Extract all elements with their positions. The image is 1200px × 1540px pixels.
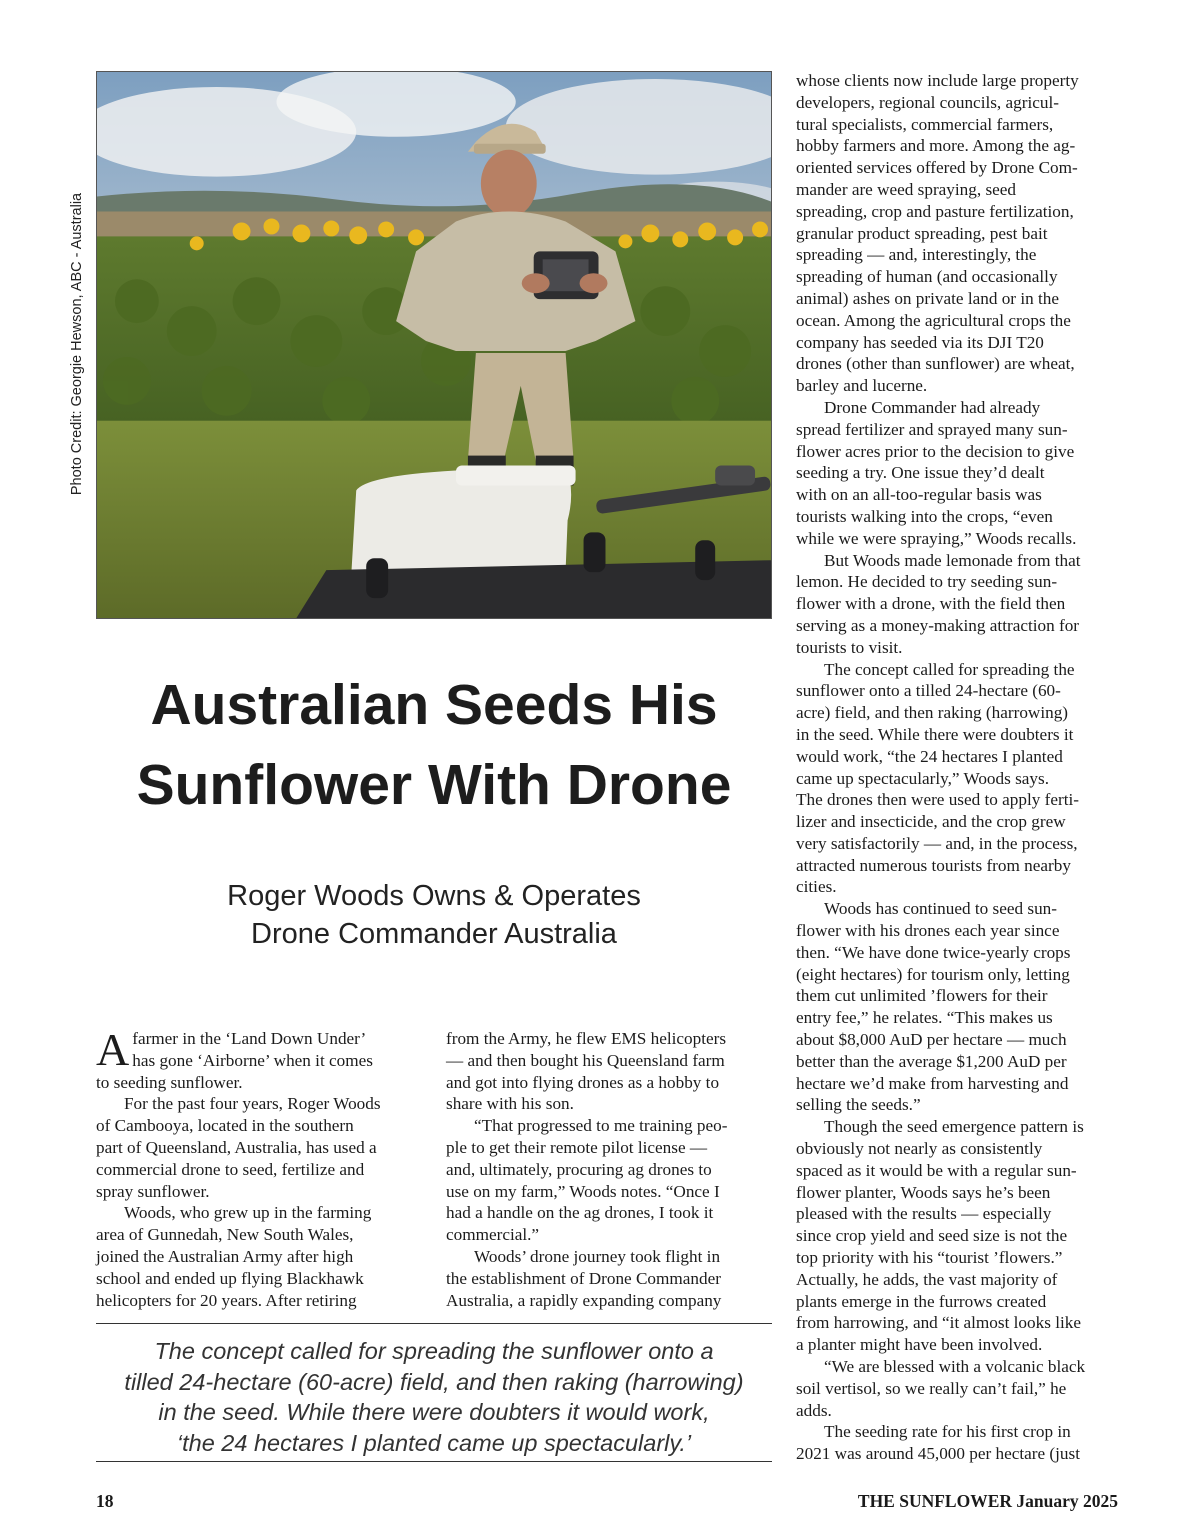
subhead-line-2: Drone Commander Australia [251, 918, 617, 950]
article-line: ple to get their remote pilot license — [446, 1137, 708, 1157]
article-line: oriented services offered by Drone Com- [796, 158, 1078, 178]
article-line: very satisfactorily — and, in the process, [796, 833, 1078, 853]
article-line: company has seeded via its DJI T20 [796, 332, 1044, 352]
article-line: the establishment of Drone Commander [446, 1268, 721, 1288]
article-line: has gone ‘Airborne’ when it comes [132, 1050, 373, 1070]
farmer-drone-illustration [97, 72, 771, 618]
article-line: spreading, crop and pasture fertilization, [796, 201, 1074, 221]
article-line: flower acres prior to the decision to give [796, 441, 1075, 461]
article-line: flower planter, Woods says he’s been [796, 1182, 1051, 1202]
article-line: area of Gunnedah, New South Wales, [96, 1225, 354, 1245]
article-line: 2021 was around 45,000 per hectare (just [796, 1444, 1080, 1464]
article-line: Woods has continued to seed sun- [824, 899, 1057, 919]
article-line: them cut unlimited ’flowers for their [796, 986, 1048, 1006]
article-line: granular product spreading, pest bait [796, 223, 1048, 243]
article-column-2 [446, 1028, 768, 1311]
article-line: from the Army, he flew EMS helicopters [446, 1029, 727, 1048]
article-line: sunflower onto a tilled 24-hectare (60- [796, 681, 1061, 701]
article-line: animal) ashes on private land or in the [796, 288, 1059, 308]
publication-footer: THE SUNFLOWER January 2025 [857, 1491, 1118, 1511]
article-line: then. “We have done twice-yearly crops [796, 942, 1071, 962]
article-line: helicopters for 20 years. After retiring [96, 1290, 357, 1310]
article-line: entry fee,” he relates. “This makes us [796, 1008, 1053, 1028]
article-line: spaced as it would be with a regular sun- [796, 1160, 1077, 1180]
article-line: Actually, he adds, the vast majority of [796, 1269, 1058, 1289]
pullquote-line-2: tilled 24-hectare (60-acre) field, and then raking (harrowing) [124, 1368, 744, 1395]
article-line: barley and lucerne. [796, 376, 928, 396]
article-line: drones (other than sunflower) are wheat, [796, 354, 1075, 374]
pullquote-rule-bottom [96, 1461, 772, 1462]
article-line: pleased with the results — especially [796, 1204, 1052, 1224]
article-line: — and then bought his Queensland farm [446, 1050, 725, 1070]
article-line: would work, “the 24 hectares I planted [796, 746, 1063, 766]
article-line: hobby farmers and more. Among the ag- [796, 136, 1076, 156]
article-column-1 [96, 1024, 418, 1311]
article-line: about $8,000 AuD per hectare — much [796, 1030, 1067, 1050]
article-line: farmer in the ‘Land Down Under’ [132, 1029, 367, 1048]
article-line: a planter might have been involved. [796, 1335, 1043, 1355]
article-line: hectare we’d make from harvesting and [796, 1073, 1069, 1093]
article-line: Woods’ drone journey took flight in [474, 1246, 721, 1266]
pullquote-line-4: ‘the 24 hectares I planted came up spectacularly.’ [176, 1429, 692, 1456]
article-line: had a handle on the ag drones, I took it [446, 1203, 714, 1223]
article-line: Australia, a rapidly expanding company [446, 1290, 722, 1310]
article-line: share with his son. [446, 1094, 574, 1114]
article-line: soil vertisol, so we really can’t fail,” he [796, 1378, 1067, 1398]
article-line: commercial drone to seed, fertilize and [96, 1159, 365, 1179]
article-line: lemon. He decided to try seeding sun- [796, 572, 1058, 592]
article-line: Though the seed emergence pattern is [824, 1117, 1084, 1137]
article-photo [96, 71, 772, 619]
pullquote-line-3: in the seed. While there were doubters it would work, [158, 1399, 710, 1425]
article-line: in the seed. While there were doubters it [796, 724, 1074, 744]
article-line: obviously not nearly as consistently [796, 1139, 1043, 1159]
article-line: of Cambooya, located in the southern [96, 1116, 354, 1136]
article-line: tourists walking into the crops, “even [796, 506, 1053, 526]
article-line: The seeding rate for his first crop in [824, 1422, 1071, 1442]
photo-credit: Photo Credit: Georgie Hewson, ABC - Australia [69, 192, 85, 496]
article-line: seeding a try. One issue they’d dealt [796, 463, 1045, 483]
article-line: But Woods made lemonade from that [824, 550, 1081, 570]
article-line: came up spectacularly,” Woods says. [796, 768, 1050, 788]
article-line: serving as a money-making attraction for [796, 615, 1080, 635]
article-column-3 [796, 70, 1124, 1465]
pullquote-rule-top [96, 1323, 772, 1324]
article-line: and, ultimately, procuring ag drones to [446, 1159, 712, 1179]
article-line: spray sunflower. [96, 1181, 210, 1201]
article-line: attracted numerous tourists from nearby [796, 855, 1071, 875]
article-line: spreading of human (and occasionally [796, 267, 1058, 287]
article-line: selling the seeds.” [796, 1095, 921, 1115]
article-line: The concept called for spreading the [824, 659, 1075, 679]
article-line: spread fertilizer and sprayed many sun- [796, 419, 1068, 439]
article-line: top priority with his “tourist ’flowers.” [796, 1248, 1063, 1268]
article-line: tural specialists, commercial farmers, [796, 114, 1054, 134]
drop-cap: A [96, 1024, 130, 1075]
article-line: mander are weed spraying, seed [796, 179, 1016, 199]
article-line: ocean. Among the agricultural crops the [796, 310, 1071, 330]
pull-quote [96, 1336, 772, 1458]
article-line: (eight hectares) for tourism only, letting [796, 964, 1070, 984]
article-line: tourists to visit. [796, 637, 903, 657]
article-line: “That progressed to me training peo- [474, 1116, 728, 1136]
page-number: 18 [96, 1491, 114, 1511]
article-line: Drone Commander had already [824, 397, 1041, 417]
headline-line-2: Sunflower With Drone [136, 753, 732, 817]
article-line: better than the average $1,200 AuD per [796, 1051, 1067, 1071]
article-line: cities. [796, 877, 837, 897]
article-line: from harrowing, and “it almost looks like [796, 1313, 1081, 1333]
article-line: lizer and insecticide, and the crop grew [796, 812, 1066, 832]
article-line: part of Queensland, Australia, has used a [96, 1137, 377, 1157]
article-line: whose clients now include large property [796, 71, 1079, 90]
article-line: flower with his drones each year since [796, 921, 1060, 941]
article-line: flower with a drone, with the field then [796, 594, 1066, 614]
article-line: adds. [796, 1400, 832, 1420]
article-line: with on an all-too-regular basis was [796, 485, 1042, 505]
article-line: since crop yield and seed size is not the [796, 1226, 1068, 1246]
headline-line-1: Australian Seeds His [150, 673, 718, 737]
article-line: while we were spraying,” Woods recalls. [796, 528, 1077, 548]
article-line: and got into flying drones as a hobby to [446, 1072, 720, 1092]
article-line: plants emerge in the furrows created [796, 1291, 1047, 1311]
article-line: acre) field, and then raking (harrowing) [796, 703, 1069, 723]
article-line: joined the Australian Army after high [96, 1246, 354, 1266]
article-line: spreading — and, interestingly, the [796, 245, 1037, 265]
article-line: school and ended up flying Blackhawk [96, 1268, 364, 1288]
article-line: Woods, who grew up in the farming [124, 1203, 372, 1223]
article-line: developers, regional councils, agricul- [796, 92, 1059, 112]
article-line: commercial.” [446, 1225, 540, 1245]
article-line: use on my farm,” Woods notes. “Once I [446, 1181, 720, 1201]
article-line: The drones then were used to apply ferti- [796, 790, 1080, 810]
article-subhead [96, 877, 772, 953]
article-line: For the past four years, Roger Woods [124, 1094, 381, 1114]
subhead-line-1: Roger Woods Owns & Operates [227, 880, 641, 912]
article-headline [96, 665, 772, 825]
pullquote-line-1: The concept called for spreading the sunflower onto a [154, 1338, 714, 1364]
article-line: to seeding sunflower. [96, 1072, 243, 1092]
article-line: “We are blessed with a volcanic black [824, 1357, 1086, 1377]
